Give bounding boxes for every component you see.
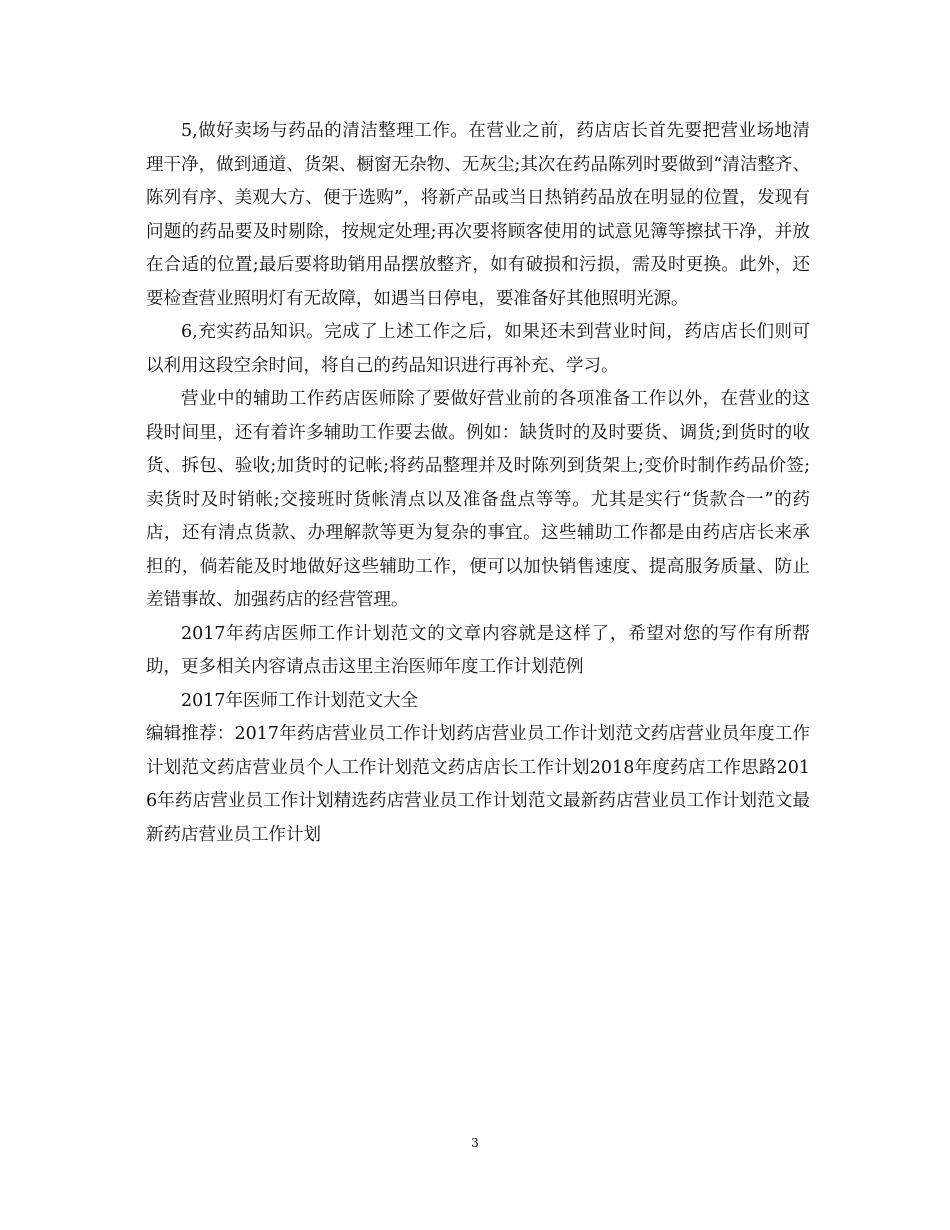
page-number: 3: [471, 1136, 479, 1150]
related-link-title: 2017年医师工作计划范文大全: [181, 690, 419, 711]
paragraph-drug-knowledge: 6,充实药品知识。完成了上述工作之后，如果还未到营业时间，药店店长们则可以利用这段空余时间，将自己的药品知识进行再补充、学习。: [146, 322, 810, 376]
editor-recommendation: 编辑推荐：2017年药店营业员工作计划药店营业员工作计划范文药店营业员年度工作计划范文药店营业员个人工作计划范文药店店长工作计划2018年度药店工作思路2016年药店营业员工作计划精选药店营业员工作计划范文最新药店营业员工作计划范文最新药店营业员工作计划: [146, 724, 810, 845]
paragraph-auxiliary-work: 营业中的辅助工作药店医师除了要做好营业前的各项准备工作以外，在营业的这段时间里，还有着许多辅助工作要去做。例如：缺货时的及时要货、调货;到货时的收货、拆包、验收;加货时的记帐;将药品整理并及时陈列到货架上;变价时制作药品价签;卖货时及时销帐;交接班时货帐清点以及准备盘点等等。尤其是实行“货款合一”的药店，还有清点货款、办理解款等更为复杂的事宜。这些辅助工作都是由药店店长来承担的，倘若能及时地做好这些辅助工作，便可以加快销售速度、提高服务质量、防止差错事故、加强药店的经营管理。: [146, 389, 810, 610]
document-body: [146, 115, 810, 852]
paragraph-closing-note: 2017年药店医师工作计划范文的文章内容就是这样了，希望对您的写作有所帮助，更多相关内容请点击这里主治医师年度工作计划范例: [146, 623, 810, 677]
paragraph-cleaning-work: 5,做好卖场与药品的清洁整理工作。在营业之前，药店店长首先要把营业场地清理干净，做到通道、货架、橱窗无杂物、无灰尘;其次在药品陈列时要做到“清洁整齐、陈列有序、美观大方、便于选购”，将新产品或当日热销药品放在明显的位置，发现有问题的药品要及时剔除，按规定处理;再次要将顾客使用的试意见簿等擦拭干净，并放在合适的位置;最后要将助销用品摆放整齐，如有破损和污损，需及时更换。此外，还要检查营业照明灯有无故障，如遇当日停电，要准备好其他照明光源。: [146, 121, 810, 309]
